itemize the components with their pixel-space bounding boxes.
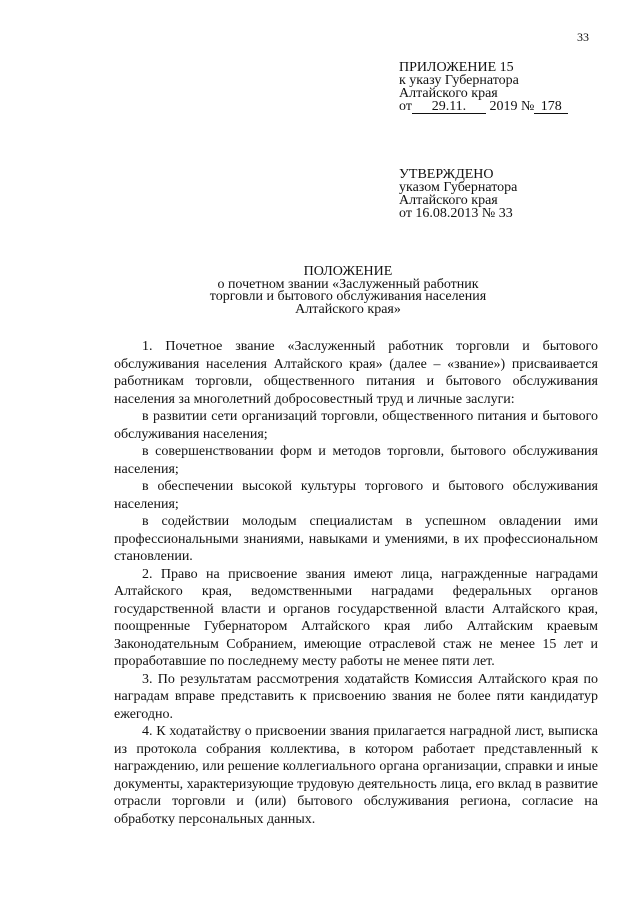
heading-line: торговли и бытового обслуживания населения	[209, 289, 487, 304]
approved-title: УТВЕРЖДЕНО	[399, 167, 494, 182]
appendix-line: к указу Губернатора	[399, 73, 519, 88]
appendix-title: ПРИЛОЖЕНИЕ 15	[399, 60, 514, 75]
decree-number: 178	[534, 101, 568, 114]
paragraph: в обеспечении высокой культуры торгового и бытового обслуживания населения;	[114, 479, 598, 512]
paragraph: 3. По результатам рассмотрения ходатайств Комиссия Алтайского края по наградам вправе представить к присвоению звания не более пяти кандидатур ежегодно.	[114, 671, 598, 722]
appendix-line: Алтайского края	[399, 86, 498, 101]
document-heading	[158, 266, 538, 316]
heading-title: ПОЛОЖЕНИЕ	[303, 264, 393, 279]
paragraph: в совершенствовании форм и методов торговли, бытового обслуживания населения;	[114, 444, 598, 477]
appendix-block	[399, 61, 599, 114]
decree-date: 29.11.	[412, 101, 486, 114]
heading-line: Алтайского края»	[295, 301, 401, 317]
paragraph: 1. Почетное звание «Заслуженный работник торговли и бытового обслуживания населения Алтайского края» (далее – «звание») присваивается работникам торговли, общественного питания и бытового обслуживания населения за многолетний добросовестный труд и личные заслуги:	[114, 339, 598, 407]
page-number: 33	[577, 30, 589, 44]
date-prefix: от	[399, 99, 412, 114]
paragraph: 4. К ходатайству о присвоении звания прилагается наградной лист, выписка из протокола собрания коллектива, в котором работает представленный к награждению, или решение коллегиального органа организации, справки и иные документы, характеризующие трудовую деятельность лица, его вклад в развитие отрасли торговли и (или) бытового обслуживания региона, согласие на обработку персональных данных.	[114, 724, 598, 827]
appendix-date-row	[399, 100, 599, 114]
approved-line: от 16.08.2013 № 33	[399, 206, 513, 221]
paragraph: 2. Право на присвоение звания имеют лица, награжденные наградами Алтайского края, ведомственными наградами федеральных органов государственной власти и органов государственной власти Алтайского края, поощренные Губернатором Алтайского края либо Алтайским краевым Законодательным Собранием, имеющие отраслевой стаж не менее 15 лет и проработавшие по последнему месту работы не менее пяти лет.	[114, 566, 598, 669]
approved-line: Алтайского края	[399, 193, 498, 208]
document-body	[114, 338, 598, 828]
year-no-label: 2019 №	[489, 99, 535, 114]
paragraph: в содействии молодым специалистам в успешном овладении ими профессиональными знаниями, навыками и умениями, в их профессиональном становлении.	[114, 514, 598, 564]
approved-line: указом Губернатора	[399, 180, 518, 195]
approved-block	[399, 168, 599, 220]
heading-line: о почетном звании «Заслуженный работник	[217, 276, 479, 292]
paragraph: в развитии сети организаций торговли, общественного питания и бытового обслуживания населения;	[114, 409, 598, 442]
